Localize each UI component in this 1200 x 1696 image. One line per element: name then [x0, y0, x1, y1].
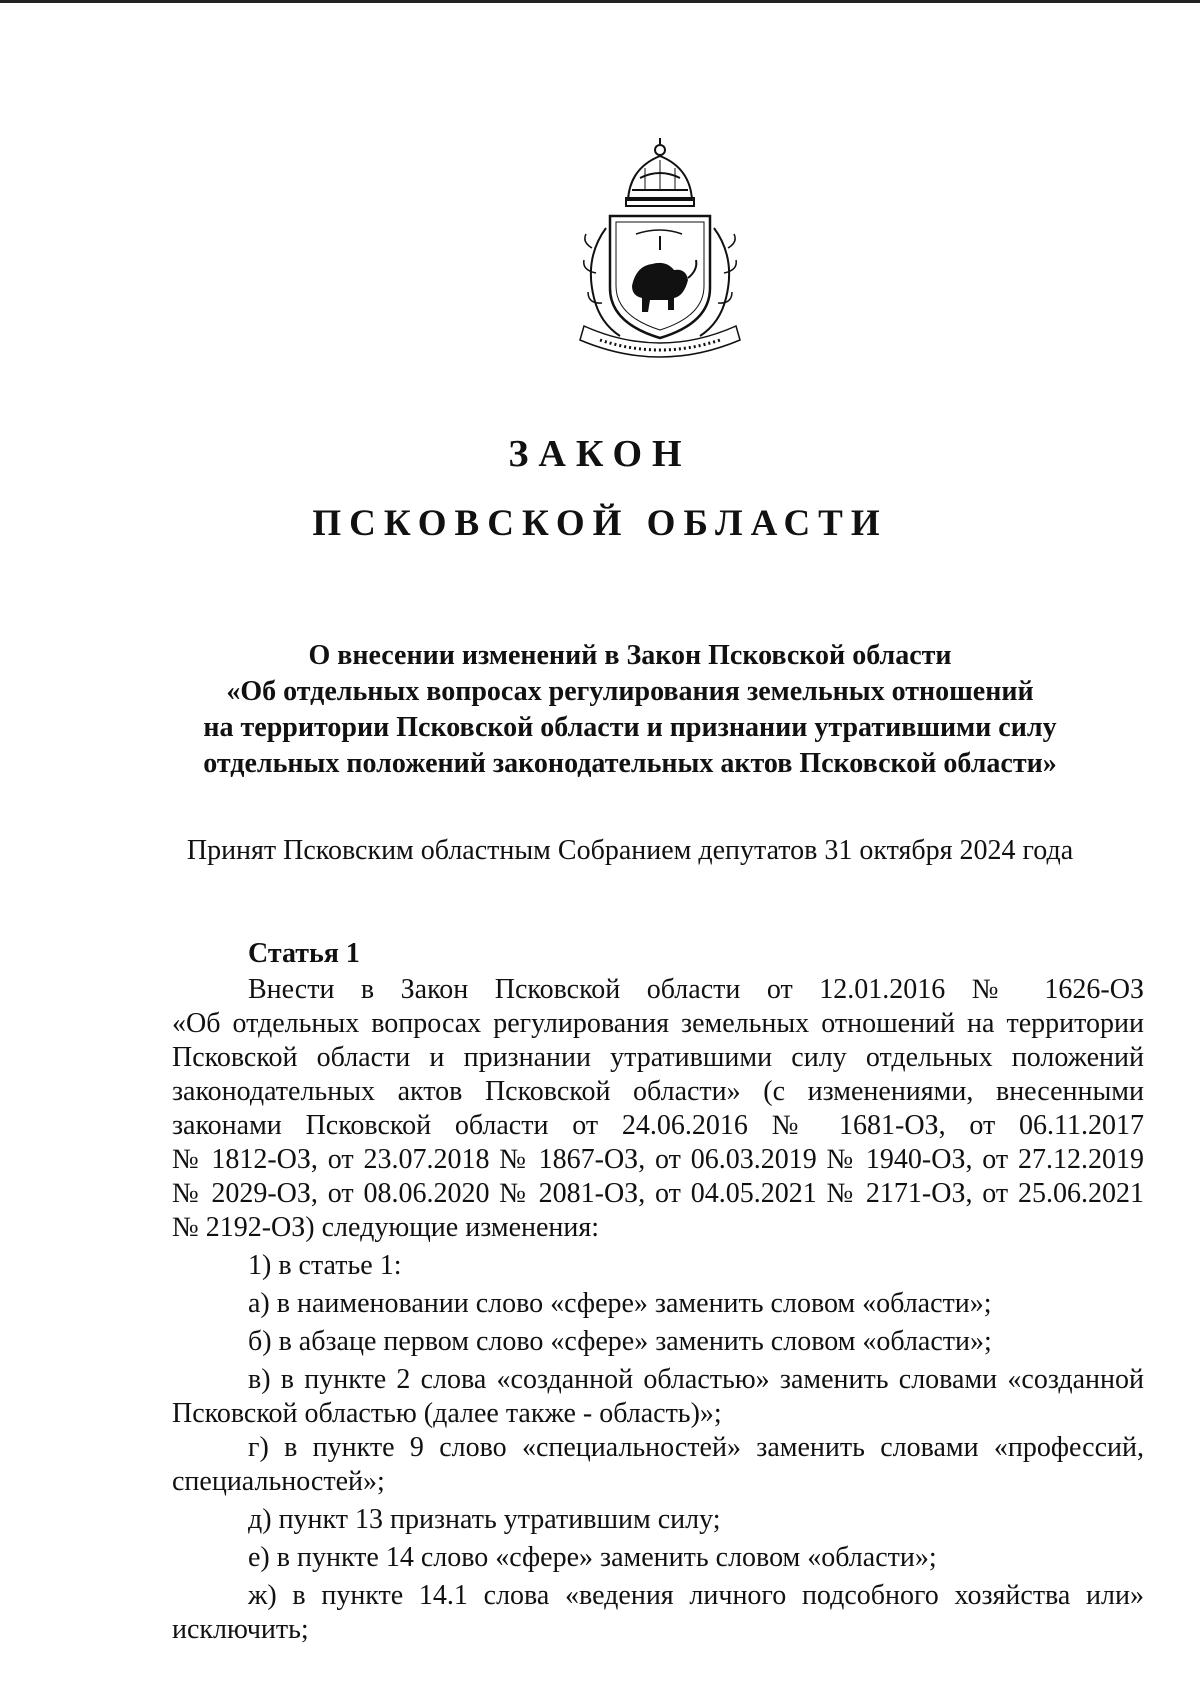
article-body: [172, 937, 1144, 1647]
article-intro-line: Внести в Закон Псковской области от 12.01.2016 № 1626-ОЗ: [248, 974, 1144, 1005]
list-item-continuation: Псковской областью (далее также - область)»;: [172, 1398, 722, 1429]
article-intro-line: законодательных актов Псковской области» (с изменениями, внесенными: [172, 1076, 1144, 1107]
law-title-line: на территории Псковской области и признании утратившими силу: [203, 712, 1057, 743]
list-item: г) в пункте 9 слово «специальностей» заменить словами «профессий,: [248, 1432, 1144, 1463]
law-title-line: «Об отдельных вопросах регулирования земельных отношений: [226, 676, 1034, 707]
document-type-heading: ЗАКОН: [508, 433, 692, 475]
article-intro-line: № 2029-ОЗ, от 08.06.2020 № 2081-ОЗ, от 04.05.2021 № 2171-ОЗ, от 25.06.2021: [172, 1178, 1144, 1209]
adoption-statement: Принят Псковским областным Собранием депутатов 31 октября 2024 года: [186, 835, 1074, 866]
list-item: 1) в статье 1:: [248, 1250, 402, 1281]
list-item: в) в пункте 2 слова «созданной областью» заменить словами «созданной: [248, 1364, 1144, 1395]
article-intro-line: № 2192-ОЗ) следующие изменения:: [172, 1212, 600, 1243]
list-item: б) в абзаце первом слово «сфере» заменить словом «области»;: [248, 1326, 992, 1357]
article-intro-line: Псковской области и признании утратившими силу отдельных положений: [172, 1042, 1144, 1073]
article-heading: Статья 1: [248, 938, 360, 969]
coat-of-arms-icon: [570, 138, 750, 368]
list-item: а) в наименовании слово «сфере» заменить словом «области»;: [248, 1288, 992, 1319]
law-title: [150, 638, 1110, 782]
list-item-continuation: исключить;: [172, 1614, 309, 1645]
article-intro-line: законами Псковской области от 24.06.2016 № 1681-ОЗ, от 06.11.2017: [172, 1110, 1144, 1141]
law-title-line: О внесении изменений в Закон Псковской области: [308, 640, 952, 671]
list-item: е) в пункте 14 слово «сфере» заменить словом «области»;: [248, 1542, 937, 1573]
issuing-region-heading: ПСКОВСКОЙ ОБЛАСТИ: [312, 503, 888, 544]
law-title-line: отдельных положений законодательных актов Псковской области»: [203, 748, 1057, 779]
list-item: ж) в пункте 14.1 слова «ведения личного подсобного хозяйства или»: [248, 1580, 1144, 1611]
page-top-edge: [0, 0, 1200, 3]
list-item-continuation: специальностей»;: [172, 1466, 385, 1497]
list-item: д) пункт 13 признать утратившим силу;: [248, 1504, 721, 1535]
article-intro-line: № 1812-ОЗ, от 23.07.2018 № 1867-ОЗ, от 06.03.2019 № 1940-ОЗ, от 27.12.2019: [172, 1144, 1144, 1175]
article-intro-line: «Об отдельных вопросах регулирования земельных отношений на территории: [172, 1008, 1144, 1039]
